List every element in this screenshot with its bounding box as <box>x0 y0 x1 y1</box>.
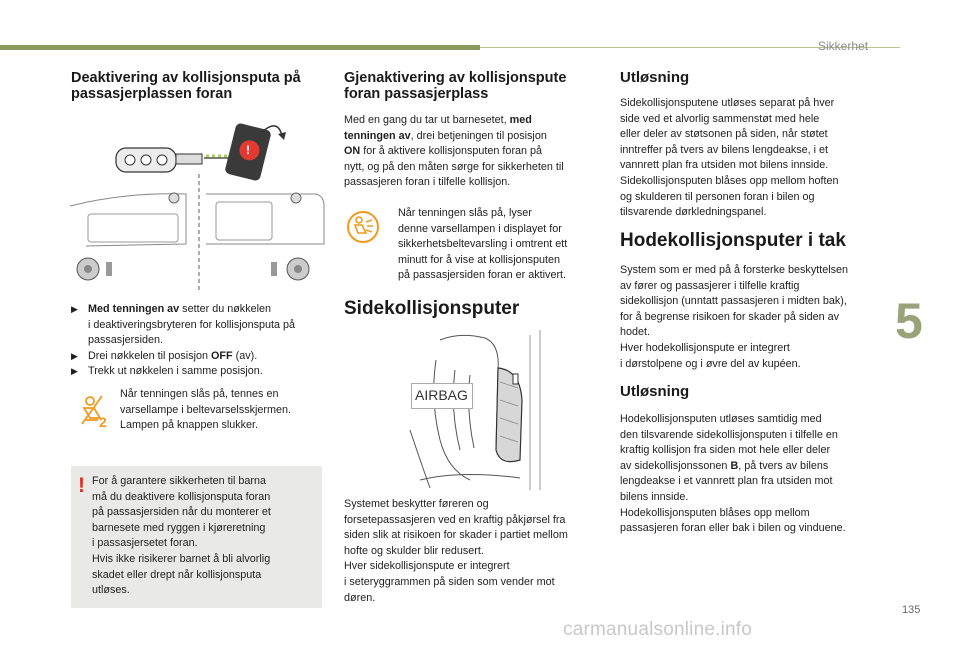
warning-text: For å garantere sikkerheten til barna må du deaktivere kollisjonsputa foran på passasjersiden når du monterer et barnesete med ryggen i kjøreretning i passasjersetet foran. Hvis ikke risikerer barnet å bli alvorlig skadet eller drept når kollisjonsputa utløses. <box>92 475 271 597</box>
col2-intro: Med en gang du tar ut barnesetet, med tenningen av, drei betjeningen til posisjon ON for å aktivere kollisjonsputen foran på nytt, og på den måten sørge for sikkerheten til passasjeren foran i tilfelle kollisjon. <box>344 114 564 189</box>
airbag-off-warning-icon <box>80 394 112 428</box>
col3-roof-text: System som er med på å forsterke beskyttelsen av fører og passasjerer i tilfelle kraftig sidekollisjon (unntatt passasjeren i midten bak), for å begrense risikoen for skader på siden av hodet. Hver hodekollisjonspute er integrert i dørstolpene og i øvre del av kupéen. <box>620 264 849 370</box>
utlosning-title-1: Utløsning <box>620 69 690 86</box>
side-airbags-title: Sidekollisjonsputer <box>344 298 520 319</box>
utlosning-title-2: Utløsning <box>620 383 690 400</box>
svg-text:!: ! <box>246 143 250 157</box>
chapter-number: 5 <box>895 293 923 349</box>
bullet-marker-icon: ▶ <box>71 366 78 377</box>
warning-exclamation-icon: ! <box>78 474 85 497</box>
watermark: carmanualsonline.info <box>563 619 753 640</box>
roof-airbags-title: Hodekollisjonsputer i tak <box>620 230 846 251</box>
section-label: Sikkerhet <box>818 39 869 53</box>
side-airbag-seat-diagram <box>400 330 548 490</box>
col2-title: Gjenaktivering av kollisjonspute foran passasjerplass <box>344 70 567 102</box>
svg-text:2: 2 <box>99 414 107 428</box>
key-diagram-icon <box>66 114 328 294</box>
col1-title: Deaktivering av kollisjonsputa på passasjerplassen foran <box>71 70 301 102</box>
col3-utl2-text: Hodekollisjonsputen utløses samtidig med den tilsvarende sidekollisjonsputen i tilfelle en kraftig kollisjon fra siden mot hele eller deler av sidekollisjonssonen B, på tvers av bilens lengdeakse i et vannrett plan fra utsiden mot bilens innside. Hodekollisjonsputen blåses opp mellom passasjeren foran eller bak i bilen og vinduene. <box>620 413 846 535</box>
col2-side-text: Systemet beskytter føreren og forsetepassasjeren ved en kraftig påkjørsel fra siden slik at risikoen for skader i partiet mellom hofte og skulder blir redusert. Hver sidekollisjonspute er integrert i seteryggrammen på siden som vender mot døren. <box>344 498 568 604</box>
airbag-on-warning-icon <box>346 210 380 244</box>
bullet-marker-icon: ▶ <box>71 350 78 361</box>
header-accent-bar <box>0 45 480 50</box>
airbag-label: AIRBAG <box>415 387 468 403</box>
col1-note: Når tenningen slås på, tennes en varsellampe i beltevarselsskjermen. Lampen på knappen slukker. <box>120 388 292 432</box>
col2-note: Når tenningen slås på, lyser denne varsellampen i displayet for sikkerhetsbeltevarsling i omtrent ett minutt for å vise at kollisjonsputen på passasjersiden foran er aktivert. <box>398 207 568 282</box>
bullet-item: ▶ Drei nøkkelen til posisjon OFF (av). <box>71 349 326 365</box>
page-number: 135 <box>902 604 921 616</box>
col3-utl1-text: Sidekollisjonsputene utløses separat på hver side ved et alvorlig sammenstøt med hele eller deler av støtsonen på siden, når støtet inntreffer på tvers av bilens lengdeakse, i et vannrett plan fra utsiden mot bilens innside. Sidekollisjonsputen blåses opp mellom hoften og skulderen til personen foran i bilen og tilsvarende dørkledningspanel. <box>620 97 839 219</box>
col1-bullets <box>71 302 326 380</box>
bullet-item: ▶ Med tenningen av setter du nøkkelen i deaktiveringsbryteren for kollisjonsputa på passasjersiden. <box>71 303 296 347</box>
bullet-item: ▶ Trekk ut nøkkelen i samme posisjon. <box>71 364 326 380</box>
bullet-marker-icon: ▶ <box>71 304 78 314</box>
